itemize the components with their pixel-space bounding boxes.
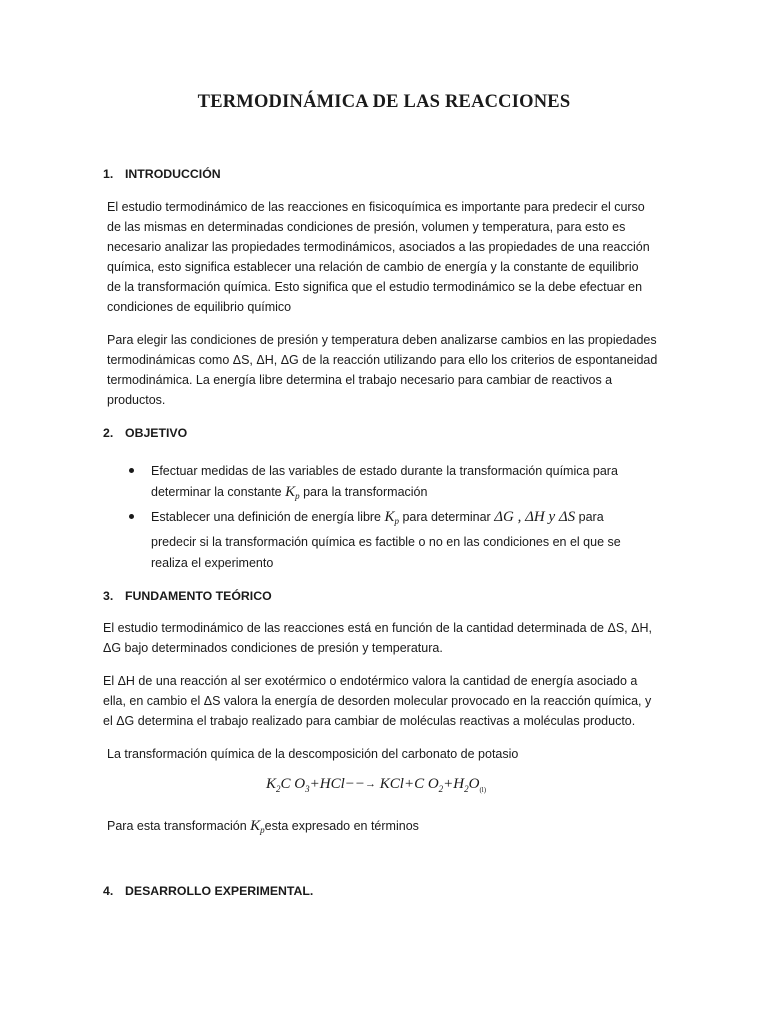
kp-symbol bbox=[250, 818, 265, 834]
text-line: Efectuar medidas de las variables de estado durante la transformación química para bbox=[151, 464, 618, 478]
section-number: 4. bbox=[103, 884, 114, 898]
eq-term: KCl bbox=[379, 776, 404, 792]
arrow-icon: → bbox=[365, 778, 376, 790]
section-heading-introduccion bbox=[103, 167, 221, 181]
eq-operator: + bbox=[443, 776, 454, 792]
eq-phase: (l) bbox=[479, 786, 487, 794]
text-line: productos. bbox=[107, 393, 166, 407]
text-line: ΔG bajo determinados condiciones de presión y temperatura. bbox=[103, 641, 443, 655]
text-line: realiza el experimento bbox=[151, 556, 274, 570]
text-line bbox=[151, 507, 621, 532]
intro-paragraph-1 bbox=[107, 197, 667, 317]
text-line: el ΔG determina el trabajo realizado para cambiar de moléculas reactivas a moléculas producto. bbox=[103, 714, 636, 728]
text-fragment: Establecer una definición de energía libre bbox=[151, 510, 385, 524]
section-number: 3. bbox=[103, 589, 114, 603]
chemical-equation bbox=[266, 776, 486, 794]
text-fragment: para la transformación bbox=[299, 485, 428, 499]
fundamento-paragraph-1 bbox=[103, 618, 663, 658]
section-number: 2. bbox=[103, 426, 114, 440]
eq-term: C O bbox=[280, 776, 306, 792]
section-title: INTRODUCCIÓN bbox=[125, 167, 221, 181]
kp-letter: K bbox=[285, 484, 296, 500]
eq-term: HCl bbox=[319, 776, 345, 792]
kp-letter: K bbox=[384, 509, 395, 525]
kp-subscript: p bbox=[295, 491, 300, 501]
section-title: OBJETIVO bbox=[125, 426, 188, 440]
text-line: termodinámicas como ΔS, ΔH, ΔG de la reacción utilizando para ello los criterios de espontaneidad bbox=[107, 353, 658, 367]
section-heading-desarrollo bbox=[103, 884, 313, 898]
eq-term: H bbox=[453, 776, 465, 792]
eq-term: O bbox=[468, 776, 480, 792]
section-title: DESARROLLO EXPERIMENTAL. bbox=[125, 884, 314, 898]
text-line bbox=[107, 816, 667, 840]
fundamento-paragraph-4 bbox=[107, 816, 667, 840]
eq-operator: −− bbox=[344, 776, 365, 792]
eq-subscript: 2 bbox=[464, 784, 469, 794]
kp-subscript: p bbox=[260, 825, 265, 835]
kp-subscript: p bbox=[394, 516, 399, 526]
text-fragment: para determinar bbox=[399, 510, 495, 524]
text-line: de las mismas en determinadas condiciones de presión, volumen y temperatura, para esto es bbox=[107, 220, 626, 234]
eq-subscript: 2 bbox=[276, 784, 281, 794]
text-line: El estudio termodinámico de las reacciones está en función de la cantidad determinada de ΔS, ΔH, bbox=[103, 621, 652, 635]
text-line: de la transformación química. Esto significa que el estudio termodinámico se la debe efectuar en bbox=[107, 280, 643, 294]
delta-expression: ΔG , ΔH y ΔS bbox=[494, 509, 576, 525]
text-line: El estudio termodinámico de las reacciones en fisicoquímica es importante para predecir el curso bbox=[107, 200, 645, 214]
text-line: necesario analizar las propiedades termodinámicos, asociados a las propiedades de una reacción bbox=[107, 240, 650, 254]
intro-paragraph-2 bbox=[107, 330, 667, 410]
eq-operator: + bbox=[309, 776, 320, 792]
section-number: 1. bbox=[103, 167, 114, 181]
list-item bbox=[108, 507, 621, 574]
bullet-icon bbox=[129, 468, 134, 473]
document-title: TERMODINÁMICA DE LAS REACCIONES bbox=[197, 92, 571, 112]
text-line: termodinámica. La energía libre determina el trabajo necesario para cambiar de reactivos a bbox=[107, 373, 613, 387]
text-line: química, esto significa establecer una relación de cambio de energía y la constante de equilibrio bbox=[107, 260, 639, 274]
section-heading-fundamento bbox=[103, 589, 272, 603]
fundamento-paragraph-2 bbox=[103, 671, 663, 731]
eq-subscript: 2 bbox=[438, 784, 444, 794]
text-line bbox=[151, 482, 621, 507]
text-line: Para elegir las condiciones de presión y temperatura deben analizarse cambios en las propiedades bbox=[107, 333, 657, 347]
text-line: El ΔH de una reacción al ser exotérmico o endotérmico valora la cantidad de energía asociado a bbox=[103, 674, 638, 688]
kp-letter: K bbox=[250, 818, 261, 834]
text-fragment: Para esta transformación bbox=[107, 819, 251, 833]
fundamento-paragraph-3 bbox=[107, 744, 667, 764]
kp-symbol bbox=[285, 484, 300, 500]
text-fragment: para bbox=[575, 510, 604, 524]
eq-term: C O bbox=[414, 776, 439, 792]
bullet-icon bbox=[129, 514, 134, 519]
text-fragment: determinar la constante bbox=[151, 485, 286, 499]
text-fragment: esta expresado en términos bbox=[264, 819, 419, 833]
eq-operator: + bbox=[403, 776, 415, 792]
kp-symbol bbox=[384, 509, 399, 525]
text-line: La transformación química de la descomposición del carbonato de potasio bbox=[107, 747, 519, 761]
list-item bbox=[108, 461, 621, 507]
text-line: predecir si la transformación química es factible o no en las condiciones en el que se bbox=[151, 535, 621, 549]
objetivo-list bbox=[108, 461, 621, 574]
eq-subscript: 3 bbox=[305, 784, 310, 794]
section-title: FUNDAMENTO TEÓRICO bbox=[125, 589, 272, 603]
section-heading-objetivo bbox=[103, 426, 187, 440]
eq-term: K bbox=[266, 776, 277, 792]
text-line: ella, en cambio el ΔS valora la energía de desorden molecular provocado en la reacción química, y bbox=[103, 694, 652, 708]
text-line: condiciones de equilibrio químico bbox=[107, 300, 292, 314]
